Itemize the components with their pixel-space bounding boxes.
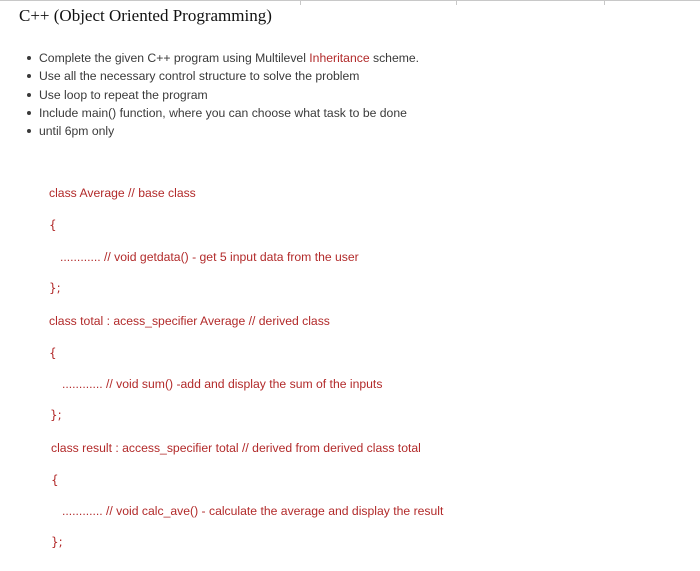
code-close-brace: }; [49,281,61,295]
code-line-class-average: class Average // base class [49,186,196,200]
requirements-list [26,49,419,140]
code-line-class-result: class result : access_specifier total // derived from derived class total [51,441,421,455]
code-line-calc-ave: ............ // void calc_ave() - calculate the average and display the result [62,504,444,518]
code-close-brace: }; [51,535,63,549]
border-tick [300,1,301,5]
code-line-sum: ............ // void sum() -add and display the sum of the inputs [62,377,383,391]
border-tick [604,1,605,5]
page-title: C++ (Object Oriented Programming) [19,6,272,25]
border-tick [456,1,457,5]
code-open-brace: { [51,473,59,487]
bullet-text: Complete the given C++ program using Multilevel [39,51,310,65]
code-close-brace: }; [50,408,62,422]
code-open-brace: { [49,346,57,360]
list-item: until 6pm only [26,122,419,140]
bullet-text: scheme. [369,51,420,65]
code-open-brace: { [49,218,57,232]
highlight-text: Inheritance [309,51,370,65]
list-item: Include main() function, where you can choose what task to be done [26,104,419,122]
list-item [26,49,419,67]
top-border [0,0,700,5]
list-item: Use loop to repeat the program [26,86,419,104]
code-line-class-total: class total : acess_specifier Average // derived class [49,314,330,328]
code-line-getdata: ............ // void getdata() - get 5 input data from the user [60,250,359,264]
list-item: Use all the necessary control structure to solve the problem [26,67,419,85]
